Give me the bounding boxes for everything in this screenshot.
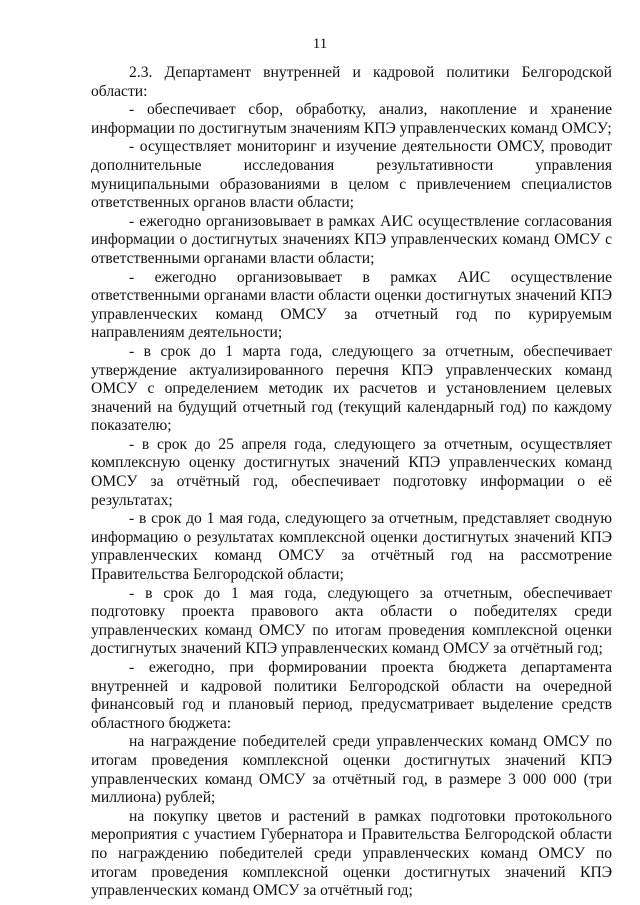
section-heading: 2.3. Департамент внутренней и кадровой политики Белгородской области: [91,64,612,100]
paragraph-item: - ежегодно организовывает в рамках АИС осуществление согласования информации о достигнутых значениях КПЭ управленческих команд ОМСУ с ответственными органами власти области; [91,212,612,267]
paragraph-item: - ежегодно организовывает в рамках АИС осуществление ответственными органами власти области оценки достигнутых значений КПЭ управленческих команд ОМСУ за отчетный год по курируемым направлениям деятельности; [91,268,612,342]
paragraph-item: на покупку цветов и растений в рамках подготовки протокольного мероприятия с участием Губернатора и Правительства Белгородской области по награждению победителей среди управленческих команд ОМСУ по итогам проведения комплексной оценки достигнутых значений КПЭ управленческих команд ОМСУ за отчётный год; [91,807,612,900]
document-body [91,64,612,901]
paragraph-item: - в срок до 1 марта года, следующего за отчетным, обеспечивает утверждение актуализированного перечня КПЭ управленческих команд ОМСУ с определением методик их расчетов и установлением целевых значений на будущий отчетный год (текущий календарный год) по каждому показателю; [91,342,612,435]
paragraph-item: - ежегодно, при формировании проекта бюджета департамента внутренней и кадровой политики Белгородской области на очередной финансовый год и плановый период, предусматривает выделение средств областного бюджета: [91,659,612,732]
paragraph-item: - обеспечивает сбор, обработку, анализ, накопление и хранение информации по достигнутым значениям КПЭ управленческих команд ОМСУ; [91,101,612,137]
paragraph-item: - в срок до 1 мая года, следующего за отчетным, обеспечивает подготовку проекта правового акта области о победителях среди управленческих команд ОМСУ по итогам проведения комплексной оценки достигнутых значений КПЭ управленческих команд ОМСУ за отчётный год; [91,584,612,658]
paragraph-item: - осуществляет мониторинг и изучение деятельности ОМСУ, проводит дополнительные исследования результативности управления муниципальными образованиями в целом с привлечением специалистов ответственных органов власти области; [91,138,612,212]
paragraph-item: на награждение победителей среди управленческих команд ОМСУ по итогам проведения комплексной оценки достигнутых значений КПЭ управленческих команд ОМСУ за отчётный год, в размере 3 000 000 (три миллиона) рублей; [91,733,612,807]
page-number: 11 [312,36,328,52]
paragraph-item: - в срок до 1 мая года, следующего за отчетным, представляет сводную информацию о результатах комплексной оценки достигнутых значений КПЭ управленческих команд ОМСУ за отчётный год на рассмотрение Правительства Белгородской области; [91,510,612,584]
paragraph-item: - в срок до 25 апреля года, следующего за отчетным, осуществляет комплексную оценку достигнутых значений КПЭ управленческих команд ОМСУ за отчётный год, обеспечивает подготовку информации о её результатах; [91,435,612,509]
